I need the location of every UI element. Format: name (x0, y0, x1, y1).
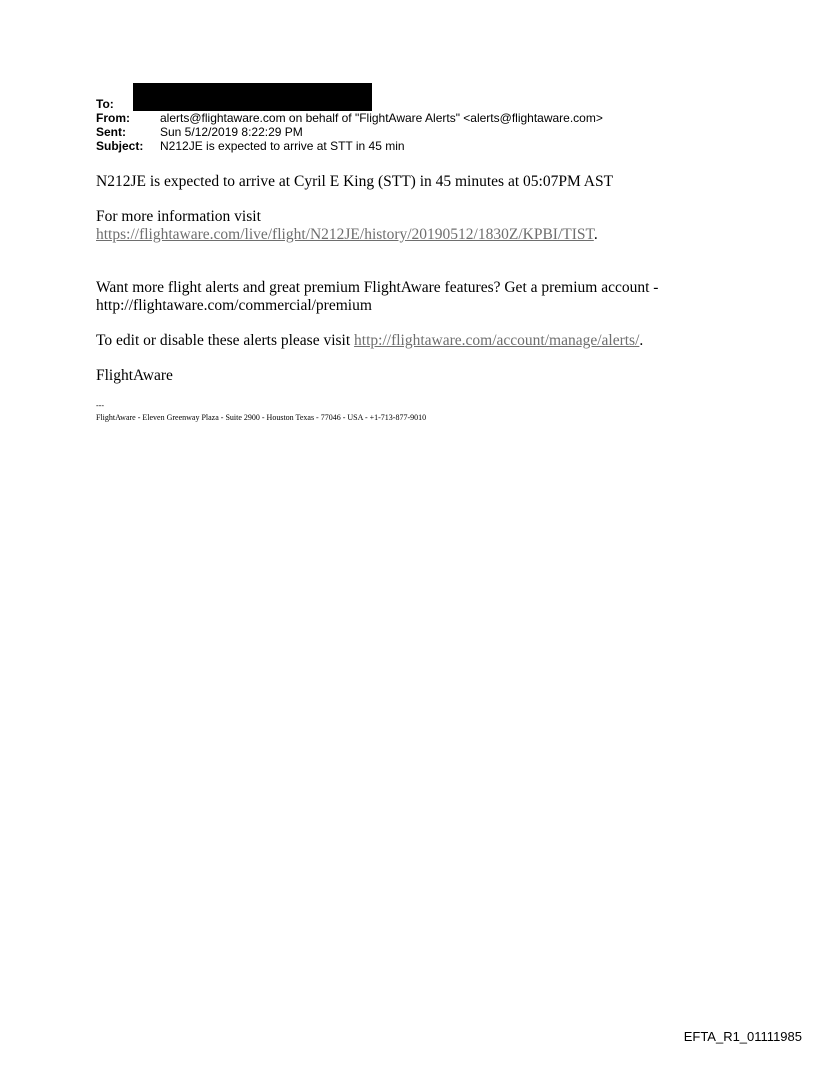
more-info-label: For more information visit (96, 208, 261, 225)
arrival-message: N212JE is expected to arrive at Cyril E King (STT) in 45 minutes at 05:07PM AST (96, 173, 614, 190)
premium-line-2: http://flightaware.com/commercial/premium (96, 297, 372, 314)
footer-address: FlightAware - Eleven Greenway Plaza - Suite 2900 - Houston Texas - 77046 - USA - +1-713-877-9010 (96, 413, 427, 422)
signature: FlightAware (96, 367, 173, 384)
subject-value: N212JE is expected to arrive at STT in 45 min (160, 139, 405, 153)
flight-history-link[interactable]: https://flightaware.com/live/flight/N212JE/history/20190512/1830Z/KPBI/TIST (96, 226, 594, 243)
document-id: EFTA_R1_01111985 (683, 1029, 802, 1044)
more-info-period: . (593, 226, 598, 243)
from-value: alerts@flightaware.com on behalf of "FlightAware Alerts" <alerts@flightaware.com> (160, 111, 603, 125)
manage-alerts-link[interactable]: http://flightaware.com/account/manage/alerts/ (354, 332, 640, 349)
header-from-row (96, 111, 603, 125)
to-label: To: (96, 97, 114, 111)
sent-value: Sun 5/12/2019 8:22:29 PM (160, 125, 303, 139)
header-subject-row (96, 139, 405, 153)
edit-alerts-prefix: To edit or disable these alerts please visit (96, 332, 355, 349)
sent-label: Sent: (96, 125, 126, 139)
footer-dashes: --- (96, 401, 104, 410)
edit-alerts-period: . (639, 332, 644, 349)
subject-label: Subject: (96, 139, 144, 153)
redaction-box (133, 83, 372, 111)
header-sent-row (96, 125, 303, 139)
from-label: From: (96, 111, 130, 125)
edit-alerts-line (96, 332, 643, 350)
premium-line-1: Want more flight alerts and great premium FlightAware features? Get a premium account - (96, 279, 659, 296)
more-info-line (96, 226, 598, 244)
